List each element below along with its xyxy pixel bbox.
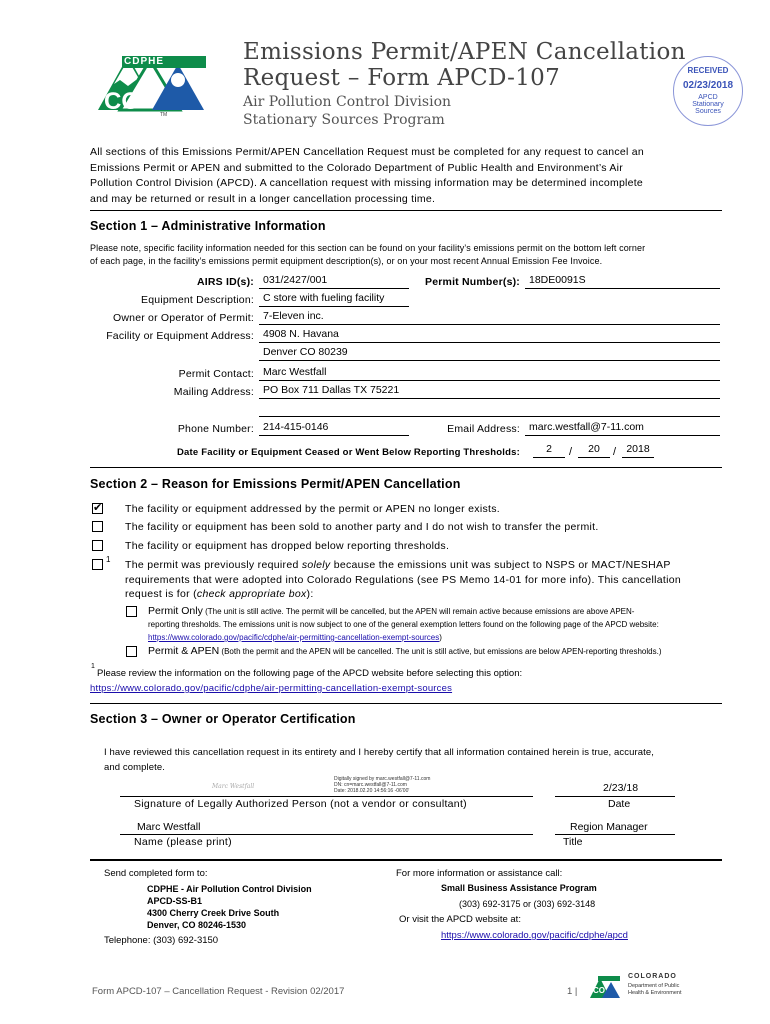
logo-tm: TM [160, 112, 168, 118]
stamp-sources: Sources [695, 108, 721, 115]
digital-signature-info [334, 776, 430, 794]
equipment-description-field[interactable]: C store with fueling facility [259, 292, 409, 307]
owner-operator-field[interactable]: 7-Eleven inc. [259, 310, 720, 325]
intro-paragraph [90, 145, 644, 207]
logo-co-text: CO [104, 88, 140, 115]
apcd-website-link[interactable]: https://www.colorado.gov/pacific/cdphe/apcd [441, 930, 628, 941]
date-label: Date [608, 798, 631, 810]
intro-line: Emissions Permit or APEN and submitted to the Colorado Department of Public Health and Environment’s Air [90, 161, 623, 174]
form-title-line1: Emissions Permit/APEN Cancellation [243, 39, 686, 65]
form-revision: Form APCD-107 – Cancellation Request - Revision 02/2017 [92, 986, 345, 997]
facility-address-field-1[interactable]: 4908 N. Havana [259, 328, 720, 343]
permit-only-text [148, 605, 659, 644]
phone-label: Phone Number: [177, 423, 254, 435]
mail-mailstop: APCD-SS-B1 [147, 896, 203, 906]
date-slash: / [569, 446, 573, 458]
signature-script: Marc Westfall [212, 783, 255, 790]
form-title-line2: Request – Form APCD-107 [243, 65, 561, 91]
footer-dept-line: Department of Public [628, 983, 680, 989]
facility-address-field-2[interactable]: Denver CO 80239 [259, 346, 720, 361]
exempt-sources-link[interactable]: https://www.colorado.gov/pacific/cdphe/air-permitting-cancellation-exempt-sources [148, 633, 440, 642]
airs-id-field[interactable]: 031/2427/001 [259, 274, 409, 289]
footnote-marker: 1 [106, 555, 111, 564]
digsig-line: Date: 2018.02.20 14:56:16 -06'00' [334, 788, 410, 794]
received-stamp [673, 56, 743, 126]
date-year-field[interactable]: 2018 [622, 443, 654, 458]
digsig-line: Digitally signed by marc.westfall@7-11.com [334, 776, 431, 782]
division-name: Air Pollution Control Division [243, 94, 452, 110]
footer-dept [628, 983, 682, 996]
signature-date-value: 2/23/18 [603, 782, 639, 794]
footnote-text: Please review the information on the following page of the APCD website before selecting this option: [97, 668, 523, 679]
stamp-date: 02/23/2018 [682, 80, 734, 91]
date-line[interactable] [555, 796, 675, 797]
equipment-description-label: Equipment Description: [141, 294, 254, 306]
name-line[interactable] [120, 834, 533, 835]
checkbox-permit-only[interactable] [126, 606, 137, 617]
permit-number-label: Permit Number(s): [425, 276, 520, 288]
checkmark-icon: ✔ [93, 502, 103, 514]
footer-logo-co: CO [593, 986, 605, 995]
stamp-received: RECEIVED [687, 66, 729, 75]
logo-cdphe-text: CDPHE [124, 56, 165, 67]
stamp-stationary: Stationary [692, 101, 724, 108]
certification-line: I have reviewed this cancellation request in its entirety and I hereby certify that all information contained herein is true, accurate, [104, 747, 655, 758]
email-label: Email Address: [447, 423, 520, 435]
telephone: Telephone: (303) 692-3150 [104, 935, 219, 946]
option-no-longer-exists: The facility or equipment addressed by the permit or APEN no longer exists. [125, 503, 501, 515]
certification-text [104, 745, 654, 775]
more-info-label: For more information or assistance call: [396, 868, 563, 879]
send-to-label: Send completed form to: [104, 868, 208, 879]
page-number: 1 | [567, 986, 578, 997]
date-month-field[interactable]: 2 [533, 443, 565, 458]
email-field[interactable]: marc.westfall@7-11.com [525, 421, 720, 436]
signature-label: Signature of Legally Authorized Person (not a vendor or consultant) [134, 798, 467, 810]
signature-line[interactable] [120, 796, 533, 797]
divider [90, 859, 722, 861]
permit-only-line1: Permit Only (The unit is still active. The permit will be cancelled, but the APEN will remain active because emissions are above APEN- [148, 605, 635, 617]
divider [90, 210, 722, 211]
program-name: Stationary Sources Program [243, 112, 445, 128]
mailing-block [147, 883, 312, 931]
permit-only-line2: reporting thresholds. The emissions unit is now subject to one of the general exemption letters found on the following page of the APCD website: [148, 620, 659, 629]
section1-note [90, 242, 645, 268]
mail-street: 4300 Cherry Creek Drive South [147, 908, 280, 918]
certification-line: and complete. [104, 762, 165, 773]
mailing-address-field-2[interactable] [259, 402, 720, 417]
permit-and-apen-text: Permit & APEN (Both the permit and the APEN will be cancelled. The unit is still active, but emissions are below APEN-reporting thresholds.) [148, 645, 662, 657]
visit-website-label: Or visit the APCD website at: [399, 914, 521, 925]
sbap-phones: (303) 692-3175 or (303) 692-3148 [459, 899, 596, 909]
checkbox-below-thresholds[interactable] [92, 540, 103, 551]
stamp-apcd: APCD [698, 94, 718, 101]
mailing-address-label: Mailing Address: [173, 386, 254, 398]
intro-line: Pollution Control Division (APCD). A cancellation request with missing information may be determined incomplete [90, 177, 643, 189]
checkbox-sold[interactable] [92, 521, 103, 532]
option-nsps-mact-line3: request is for (check appropriate box): [125, 588, 314, 600]
owner-operator-label: Owner or Operator of Permit: [113, 312, 254, 324]
facility-address-label: Facility or Equipment Address: [106, 330, 254, 342]
option-sold: The facility or equipment has been sold to another party and I do not wish to transfer the permit. [125, 521, 599, 533]
checkbox-permit-and-apen[interactable] [126, 646, 137, 657]
date-ceased-label: Date Facility or Equipment Ceased or Went Below Reporting Thresholds: [176, 447, 520, 458]
phone-field[interactable]: 214-415-0146 [259, 421, 409, 436]
section1-title: Section 1 – Administrative Information [90, 219, 326, 233]
permit-contact-field[interactable]: Marc Westfall [259, 366, 720, 381]
title-label: Title [563, 836, 583, 848]
date-day-field[interactable]: 20 [578, 443, 610, 458]
divider [90, 703, 722, 704]
option-nsps-mact-line1: The permit was previously required solely because the emissions unit was subject to NSPS or MACT/NESHAP [125, 559, 671, 571]
digsig-line: DN: cn=marc.westfall@7-11.com [334, 782, 407, 788]
section1-note-line: Please note, specific facility information needed for this section can be found on your facility’s emissions permit on the bottom left corner [90, 243, 646, 253]
option-nsps-mact-line2: requirements that were adopted into Colorado Regulations (see PS Memo 14-01 for more info). This cancellation [125, 573, 682, 586]
footnote-number: 1 [91, 663, 95, 670]
permit-contact-label: Permit Contact: [178, 368, 254, 380]
section3-title: Section 3 – Owner or Operator Certification [90, 712, 356, 726]
checkbox-no-longer-exists[interactable] [92, 503, 103, 514]
footnote-link[interactable]: https://www.colorado.gov/pacific/cdphe/air-permitting-cancellation-exempt-sources [90, 683, 453, 694]
footer-state: COLORADO [628, 973, 677, 980]
section1-note-line: of each page, in the facility’s emissions permit equipment description(s), or on your most recent Annual Emission Fee Invoice. [90, 256, 603, 266]
mail-org: CDPHE - Air Pollution Control Division [147, 884, 312, 894]
section2-title: Section 2 – Reason for Emissions Permit/APEN Cancellation [90, 477, 461, 491]
printed-name-value: Marc Westfall [137, 821, 201, 833]
name-label: Name (please print) [134, 836, 232, 848]
permit-only-line3: https://www.colorado.gov/pacific/cdphe/air-permitting-cancellation-exempt-sources) [148, 633, 442, 642]
footer-dept-line: Health & Environment [628, 989, 682, 996]
airs-id-label: AIRS ID(s): [196, 276, 254, 288]
divider [90, 467, 722, 468]
option-below-thresholds: The facility or equipment has dropped below reporting thresholds. [125, 540, 450, 552]
permit-number-field[interactable]: 18DE0091S [525, 274, 720, 289]
sbap-name: Small Business Assistance Program [441, 883, 597, 893]
mailing-address-field-1[interactable]: PO Box 711 Dallas TX 75221 [259, 384, 720, 399]
title-value: Region Manager [570, 821, 648, 833]
mail-city: Denver, CO 80246-1530 [147, 920, 247, 930]
date-slash: / [613, 446, 617, 458]
option-nsps-mact [125, 558, 681, 602]
checkbox-nsps-mact[interactable] [92, 559, 103, 570]
intro-line: All sections of this Emissions Permit/APEN Cancellation Request must be completed for any request to cancel an [90, 146, 644, 158]
title-line[interactable] [555, 834, 675, 835]
intro-line: and may be returned or result in a longer cancellation processing time. [90, 192, 436, 205]
